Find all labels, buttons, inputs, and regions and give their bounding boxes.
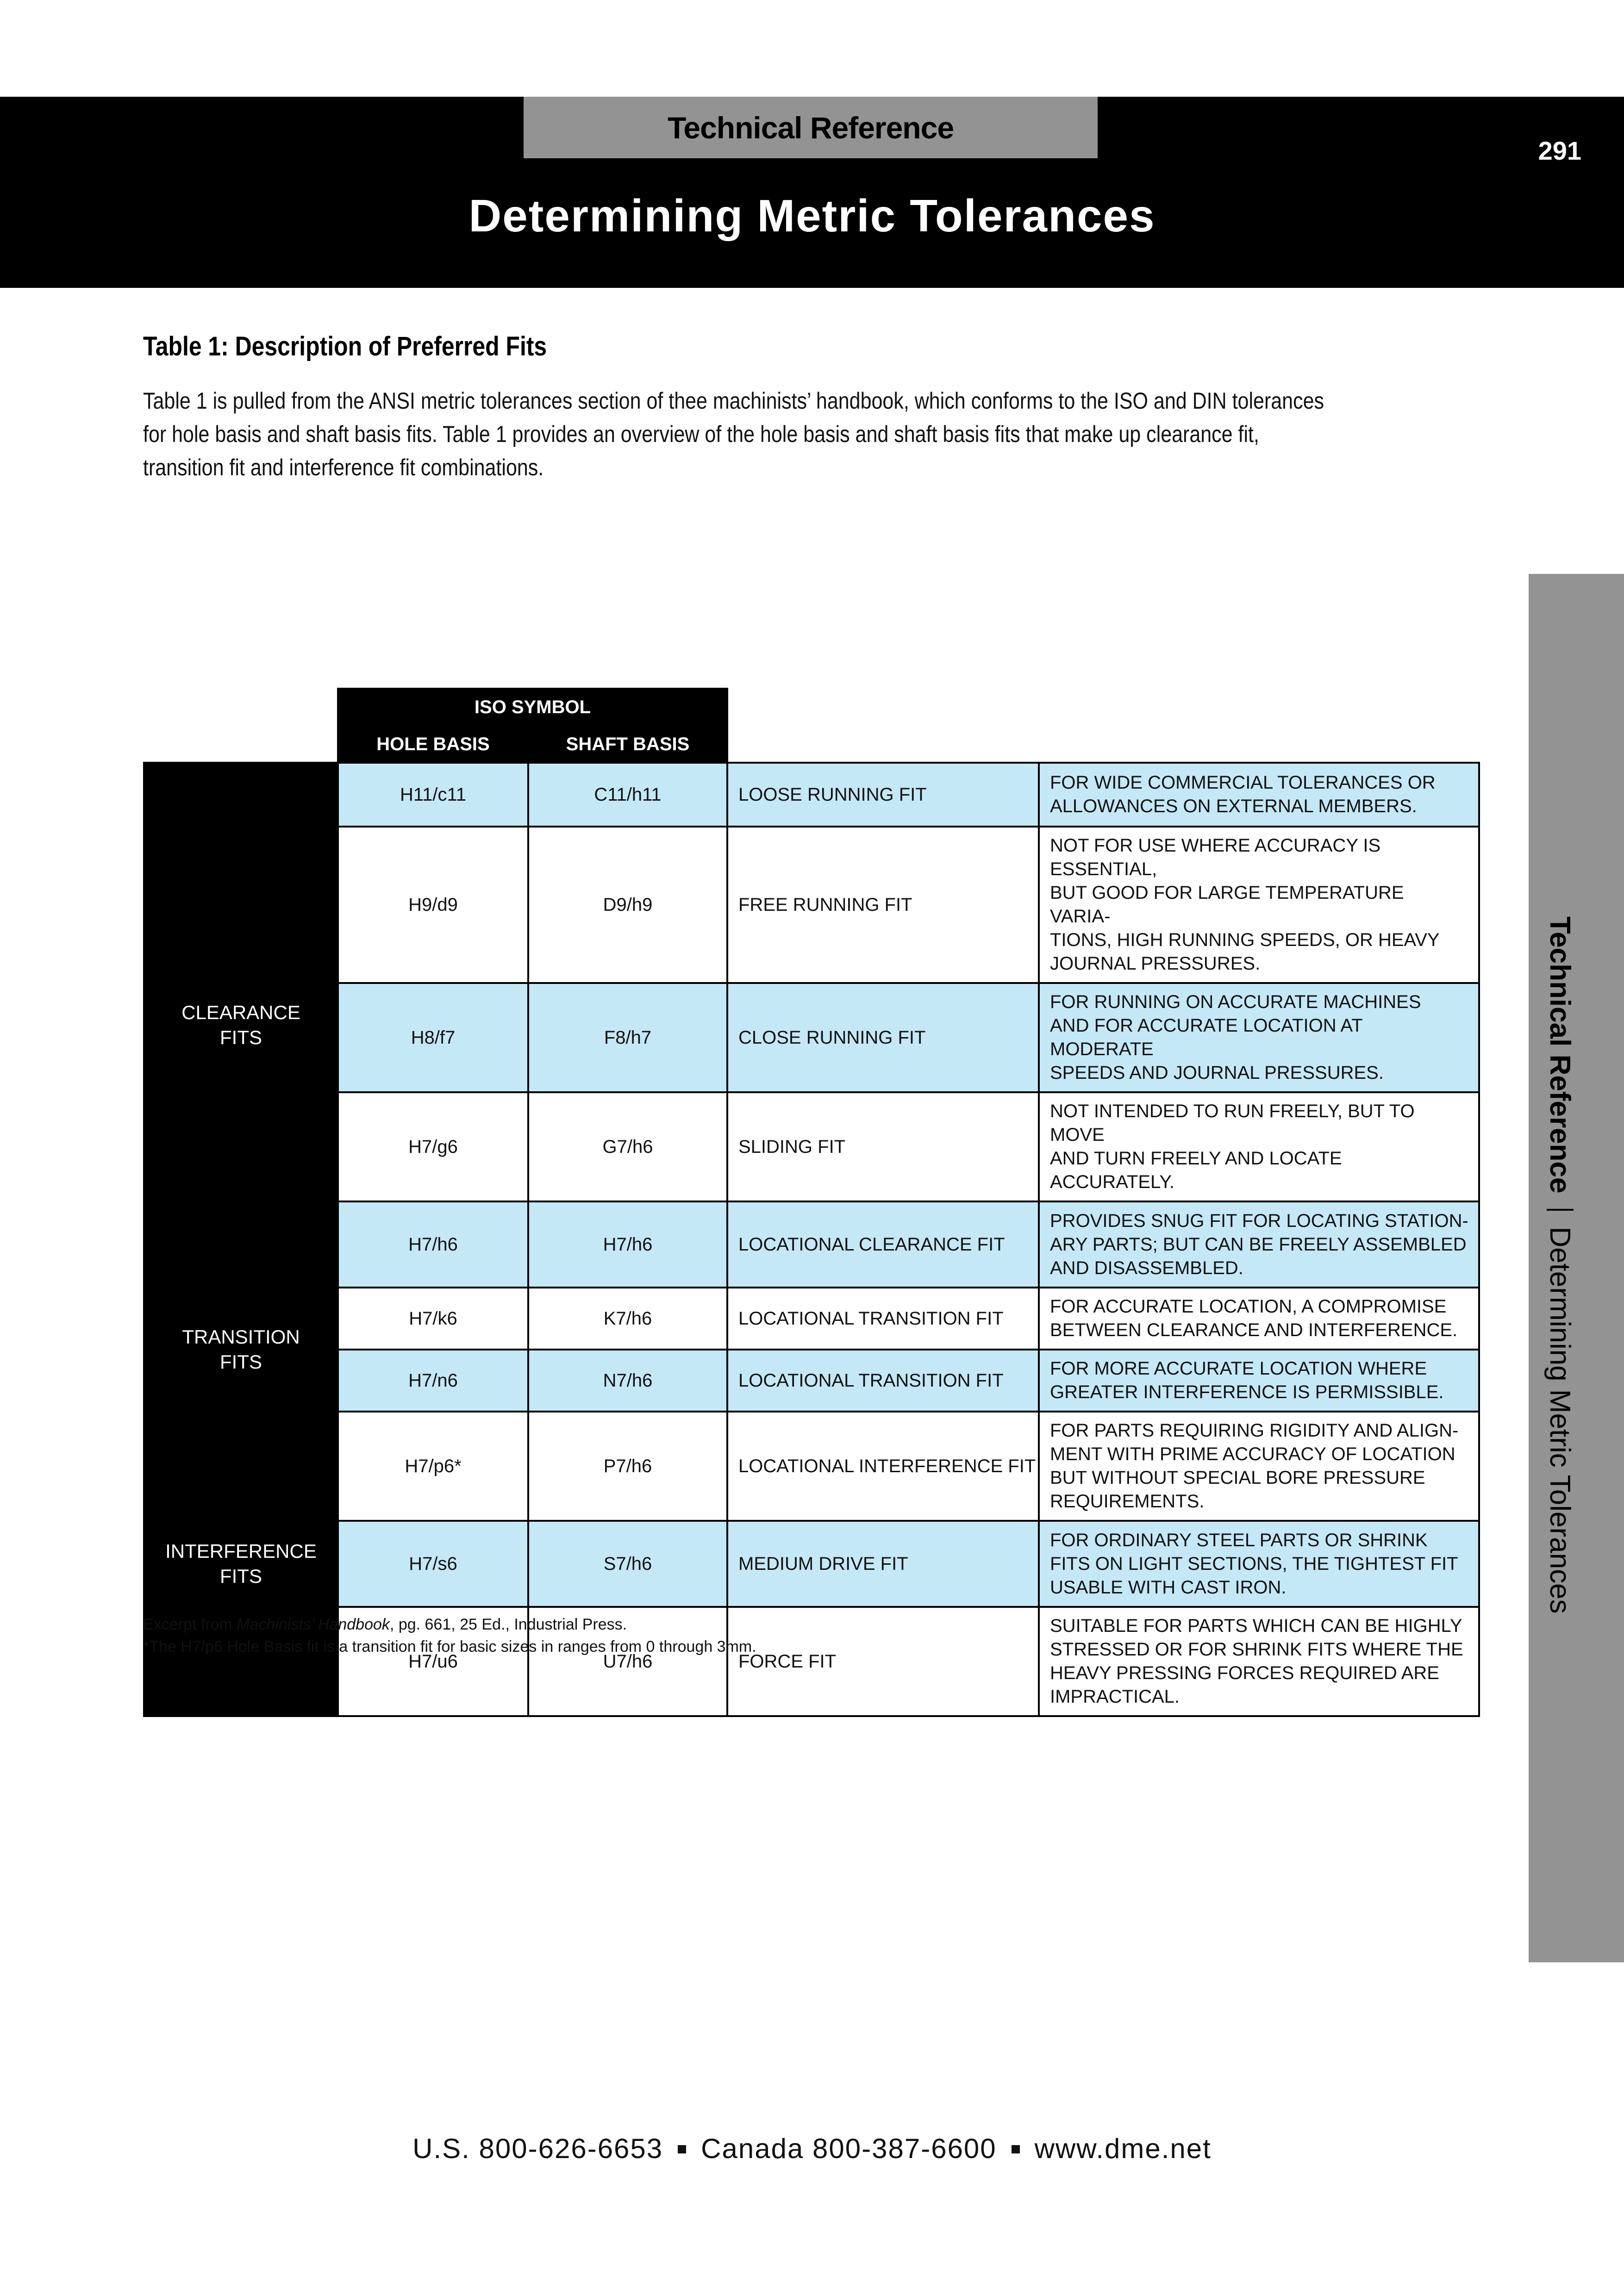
- group-label-clearance: [144, 763, 338, 1288]
- footer-contact: [0, 2133, 1624, 2165]
- desc-line: FOR ORDINARY STEEL PARTS OR SHRINK: [1050, 1530, 1428, 1550]
- desc-line: SPEEDS AND JOURNAL PRESSURES.: [1050, 1063, 1384, 1083]
- desc-line: TIONS, HIGH RUNNING SPEEDS, OR HEAVY: [1050, 930, 1440, 950]
- footer-us-phone: U.S. 800-626-6653: [412, 2133, 663, 2164]
- side-tab-divider: [1547, 1209, 1574, 1211]
- table-row: [144, 1350, 1479, 1412]
- group-label-transition: [144, 1288, 338, 1412]
- hole-basis-cell: H7/p6*: [338, 1412, 528, 1521]
- fit-name-cell: MEDIUM DRIVE FIT: [727, 1521, 1039, 1607]
- excerpt-prefix: Excerpt from: [143, 1616, 237, 1633]
- page-number: 291: [1538, 136, 1581, 165]
- side-tab: [1529, 574, 1624, 1962]
- desc-line: NOT INTENDED TO RUN FREELY, BUT TO MOVE: [1050, 1101, 1415, 1145]
- preferred-fits-table: [143, 688, 1480, 1717]
- group-label-line: FITS: [220, 1565, 262, 1587]
- desc-line: NOT FOR USE WHERE ACCURACY IS ESSENTIAL,: [1050, 835, 1381, 879]
- fit-description-cell: [1039, 763, 1479, 827]
- footer-website[interactable]: www.dme.net: [1034, 2133, 1212, 2164]
- fit-description-cell: [1039, 983, 1479, 1092]
- table-row: [144, 983, 1479, 1092]
- desc-line: GREATER INTERFERENCE IS PERMISSIBLE.: [1050, 1382, 1444, 1402]
- fit-description-cell: [1039, 1521, 1479, 1607]
- shaft-basis-cell: U7/h6: [528, 1607, 727, 1716]
- section-label: Technical Reference: [667, 110, 954, 145]
- hole-basis-cell: H7/s6: [338, 1521, 528, 1607]
- blank-cell: [144, 726, 338, 763]
- table-title: Table 1: Description of Preferred Fits: [143, 331, 547, 361]
- desc-line: STRESSED OR FOR SHRINK FITS WHERE THE: [1050, 1639, 1463, 1660]
- shaft-basis-cell: C11/h11: [528, 763, 727, 827]
- group-label-line: CLEARANCE: [181, 1002, 300, 1023]
- table-row: [144, 1288, 1479, 1350]
- shaft-basis-cell: H7/h6: [528, 1201, 727, 1288]
- hole-basis-cell: H9/d9: [338, 827, 528, 983]
- hole-basis-cell: H11/c11: [338, 763, 528, 827]
- fit-name-cell: SLIDING FIT: [727, 1092, 1039, 1201]
- hole-basis-cell: H7/u6: [338, 1607, 528, 1716]
- group-label-interference: [144, 1412, 338, 1716]
- shaft-basis-cell: N7/h6: [528, 1350, 727, 1412]
- desc-line: JOURNAL PRESSURES.: [1050, 953, 1261, 974]
- desc-line: AND FOR ACCURATE LOCATION AT MODERATE: [1050, 1015, 1362, 1059]
- side-tab-section: Technical Reference: [1544, 916, 1576, 1194]
- fit-description-cell: [1039, 1350, 1479, 1412]
- desc-line: REQUIREMENTS.: [1050, 1491, 1205, 1512]
- table-row: [144, 1201, 1479, 1288]
- group-label-line: TRANSITION: [182, 1326, 300, 1348]
- shaft-basis-cell: F8/h7: [528, 983, 727, 1092]
- page-title: Determining Metric Tolerances: [468, 190, 1156, 241]
- footer-canada-phone: Canada 800-387-6600: [701, 2133, 997, 2164]
- table-row: [144, 827, 1479, 983]
- side-tab-text: [1543, 916, 1576, 1614]
- group-label-line: INTERFERENCE: [165, 1540, 317, 1562]
- fit-name-cell: FORCE FIT: [727, 1607, 1039, 1716]
- hole-basis-cell: H7/h6: [338, 1201, 528, 1288]
- iso-symbol-header: ISO SYMBOL: [338, 689, 727, 726]
- desc-line: FOR ACCURATE LOCATION, A COMPROMISE: [1050, 1296, 1447, 1317]
- shaft-basis-cell: K7/h6: [528, 1288, 727, 1350]
- fit-name-cell: LOCATIONAL TRANSITION FIT: [727, 1350, 1039, 1412]
- desc-line: IMPRACTICAL.: [1050, 1686, 1180, 1707]
- hole-basis-cell: H7/k6: [338, 1288, 528, 1350]
- desc-line: AND TURN FREELY AND LOCATE ACCURATELY.: [1050, 1148, 1342, 1192]
- bullet-icon: [678, 2145, 686, 2153]
- excerpt-suffix: , pg. 661, 25 Ed., Industrial Press.: [389, 1616, 627, 1633]
- side-tab-topic: Determining Metric Tolerances: [1544, 1226, 1576, 1614]
- table-row: [144, 1092, 1479, 1201]
- group-label-line: FITS: [220, 1351, 262, 1373]
- fit-description-cell: [1039, 1201, 1479, 1288]
- desc-line: FITS ON LIGHT SECTIONS, THE TIGHTEST FIT: [1050, 1553, 1458, 1574]
- group-label-line: FITS: [220, 1027, 262, 1048]
- hole-basis-cell: H7/g6: [338, 1092, 528, 1201]
- desc-line: FOR WIDE COMMERCIAL TOLERANCES OR: [1050, 772, 1436, 793]
- desc-line: HEAVY PRESSING FORCES REQUIRED ARE: [1050, 1663, 1439, 1683]
- fit-description-cell: [1039, 1092, 1479, 1201]
- blank-cell: [727, 689, 1479, 726]
- shaft-basis-cell: S7/h6: [528, 1521, 727, 1607]
- desc-line: BETWEEN CLEARANCE AND INTERFERENCE.: [1050, 1320, 1458, 1340]
- hole-basis-cell: H7/n6: [338, 1350, 528, 1412]
- table-row: [144, 1521, 1479, 1607]
- header-row-basis: [144, 726, 1479, 763]
- desc-line: ARY PARTS; BUT CAN BE FREELY ASSEMBLED: [1050, 1234, 1467, 1255]
- blank-cell: [727, 726, 1479, 763]
- blank-cell: [144, 689, 338, 726]
- fit-name-cell: FREE RUNNING FIT: [727, 827, 1039, 983]
- footnotes: [143, 1613, 756, 1658]
- desc-line: ALLOWANCES ON EXTERNAL MEMBERS.: [1050, 796, 1417, 816]
- shaft-basis-cell: G7/h6: [528, 1092, 727, 1201]
- desc-line: AND DISASSEMBLED.: [1050, 1257, 1243, 1278]
- excerpt-note: [143, 1613, 756, 1636]
- table-row: [144, 763, 1479, 827]
- fit-description-cell: [1039, 1412, 1479, 1521]
- fit-name-cell: LOCATIONAL TRANSITION FIT: [727, 1288, 1039, 1350]
- hole-basis-header: HOLE BASIS: [338, 726, 528, 763]
- desc-line: PROVIDES SNUG FIT FOR LOCATING STATION-: [1050, 1210, 1468, 1231]
- excerpt-book: Machinists’ Handbook: [237, 1616, 390, 1633]
- desc-line: BUT WITHOUT SPECIAL BORE PRESSURE: [1050, 1468, 1425, 1488]
- desc-line: FOR RUNNING ON ACCURATE MACHINES: [1050, 992, 1421, 1012]
- intro-paragraph: Table 1 is pulled from the ANSI metric tolerances section of thee machinists’ handbook, which conforms to the ISO and DIN tolerances for hole basis and shaft basis fits. Table 1 provides an overview of the hole basis and shaft basis fits that make up clearance fit, transition fit and interference fit combinations.: [143, 388, 1324, 480]
- asterisk-note: *The H7/p6 Hole Basis fit is a transition fit for basic sizes in ranges from 0 through 3mm.: [143, 1638, 756, 1655]
- bullet-icon: [1012, 2145, 1020, 2153]
- desc-line: FOR PARTS REQUIRING RIGIDITY AND ALIGN-: [1050, 1420, 1459, 1441]
- fit-description-cell: [1039, 1288, 1479, 1350]
- shaft-basis-cell: D9/h9: [528, 827, 727, 983]
- hole-basis-cell: H8/f7: [338, 983, 528, 1092]
- desc-line: BUT GOOD FOR LARGE TEMPERATURE VARIA-: [1050, 883, 1404, 927]
- header-row-iso: [144, 689, 1479, 726]
- table-row: [144, 1412, 1479, 1521]
- desc-line: SUITABLE FOR PARTS WHICH CAN BE HIGHLY: [1050, 1616, 1462, 1636]
- fit-description-cell: [1039, 827, 1479, 983]
- fit-description-cell: [1039, 1607, 1479, 1716]
- fit-name-cell: CLOSE RUNNING FIT: [727, 983, 1039, 1092]
- desc-line: USABLE WITH CAST IRON.: [1050, 1577, 1287, 1598]
- shaft-basis-header: SHAFT BASIS: [528, 726, 727, 763]
- shaft-basis-cell: P7/h6: [528, 1412, 727, 1521]
- desc-line: MENT WITH PRIME ACCURACY OF LOCATION: [1050, 1444, 1455, 1464]
- desc-line: FOR MORE ACCURATE LOCATION WHERE: [1050, 1358, 1427, 1379]
- fit-name-cell: LOCATIONAL CLEARANCE FIT: [727, 1201, 1039, 1288]
- fit-name-cell: LOOSE RUNNING FIT: [727, 763, 1039, 827]
- section-tab: [524, 97, 1098, 158]
- fit-name-cell: LOCATIONAL INTERFERENCE FIT: [727, 1412, 1039, 1521]
